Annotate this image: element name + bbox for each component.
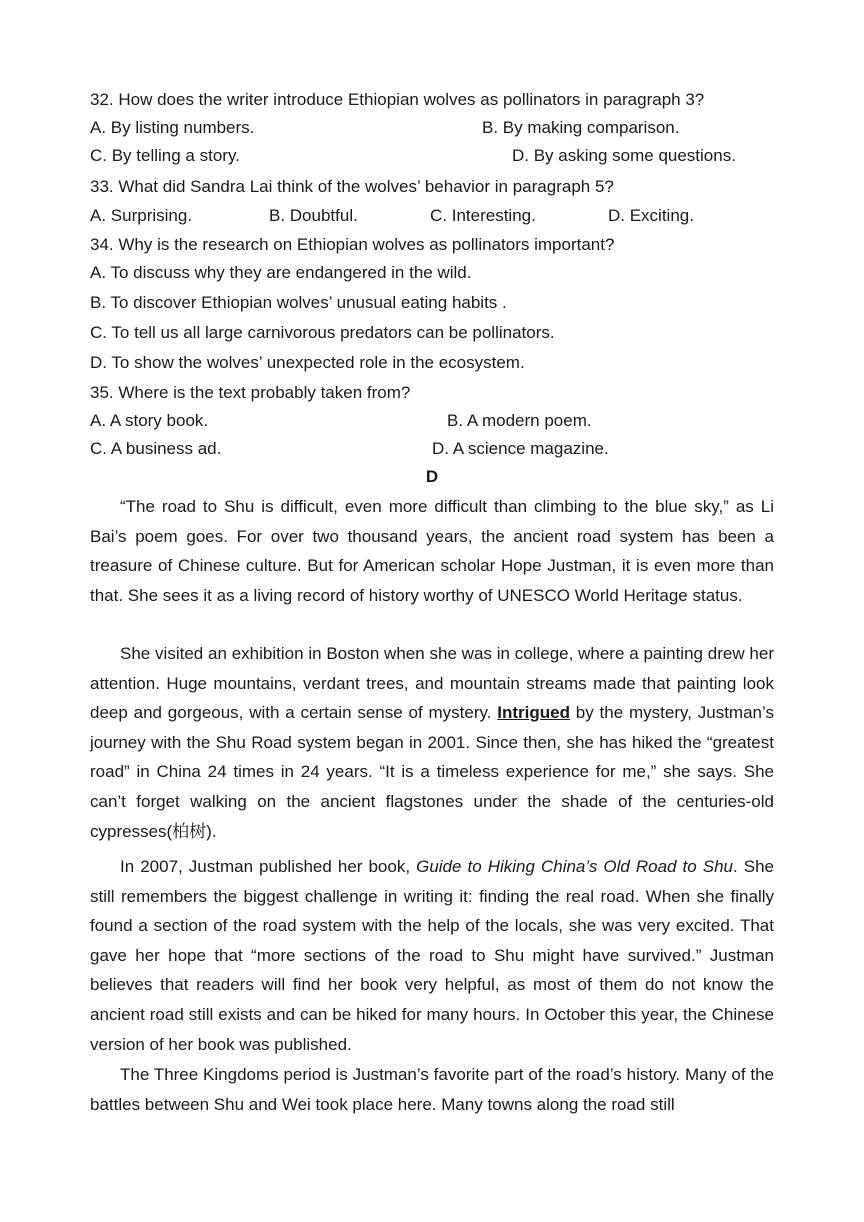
- passage-paragraph-4: The Three Kingdoms period is Justman’s favorite part of the road’s history. Many of the battles between Shu and Wei took place here. Many towns along the road still: [90, 1065, 774, 1114]
- book-title: Guide to Hiking China’s Old Road to Shu: [416, 857, 733, 876]
- question-34-option-a: A. To discuss why they are endangered in the wild.: [90, 263, 472, 282]
- question-34-option-c: C. To tell us all large carnivorous predators can be pollinators.: [90, 323, 555, 342]
- passage-paragraph-1: “The road to Shu is difficult, even more difficult than climbing to the blue sky,” as Li Bai’s poem goes. For over two thousand years, the ancient road system has been a treasure of Chinese culture. But for American scholar Hope Justman, it is even more than that. She sees it as a living record of history worthy of UNESCO World Heritage status.: [90, 497, 774, 605]
- question-35-option-d: D. A science magazine.: [432, 439, 609, 458]
- question-33-stem: 33. What did Sandra Lai think of the wolves’ behavior in paragraph 5?: [90, 177, 614, 196]
- question-35-stem: 35. Where is the text probably taken from?: [90, 383, 411, 402]
- question-33-option-a: A. Surprising.: [90, 206, 193, 225]
- question-33-option-b: B. Doubtful.: [269, 206, 358, 225]
- vocabulary-keyword: Intrigued: [497, 703, 570, 723]
- question-32-option-d: D. By asking some questions.: [512, 146, 736, 165]
- question-32-option-a: A. By listing numbers.: [90, 118, 255, 137]
- question-33-option-c: C. Interesting.: [430, 206, 536, 225]
- question-34-option-b: B. To discover Ethiopian wolves’ unusual eating habits .: [90, 293, 507, 312]
- question-32-stem: 32. How does the writer introduce Ethiopian wolves as pollinators in paragraph 3?: [90, 90, 705, 109]
- passage-paragraph-3: [90, 852, 774, 1059]
- passage-paragraph-2-text-a: She visited an exhibition in Boston when she was in college, where a painting drew her attention. Huge mountains, verdant trees, and mountain streams made that painting look deep and gorgeous, with a certain sense of mystery.: [90, 644, 774, 723]
- section-heading: D: [425, 467, 439, 486]
- question-35-option-a: A. A story book.: [90, 411, 209, 430]
- passage-paragraph-3-text-b: . She still remembers the biggest challenge in writing it: finding the real road. When she finally found a section of the road system with the help of the locals, she was very excited. That gave her hope that “more sections of the road to Shu might have survived.” Justman believes that readers will find her book very helpful, as most of them do not know the ancient road still exists and can be hiked for many hours. In October this year, the Chinese version of her book was published.: [90, 857, 775, 1054]
- question-34-stem: 34. Why is the research on Ethiopian wolves as pollinators important?: [90, 235, 615, 254]
- question-32-option-b: B. By making comparison.: [482, 118, 680, 137]
- passage-paragraph-3-text-a: In 2007, Justman published her book,: [120, 857, 417, 876]
- question-34-option-d: D. To show the wolves’ unexpected role in the ecosystem.: [90, 353, 525, 372]
- question-35-option-b: B. A modern poem.: [447, 411, 592, 430]
- question-33-option-d: D. Exciting.: [608, 206, 694, 225]
- question-32-option-c: C. By telling a story.: [90, 146, 240, 165]
- passage-paragraph-2-text-b: by the mystery, Justman’s journey with the Shu Road system began in 2001. Since then, she has hiked the “greatest road” in China 24 times in 24 years. “It is a timeless experience for me,” she says. She can’t forget walking on the ancient flagstones under the shade of the centuries-old cypresses(柏树).: [90, 703, 774, 841]
- question-35-option-c: C. A business ad.: [90, 439, 222, 458]
- passage-paragraph-2: [90, 639, 774, 846]
